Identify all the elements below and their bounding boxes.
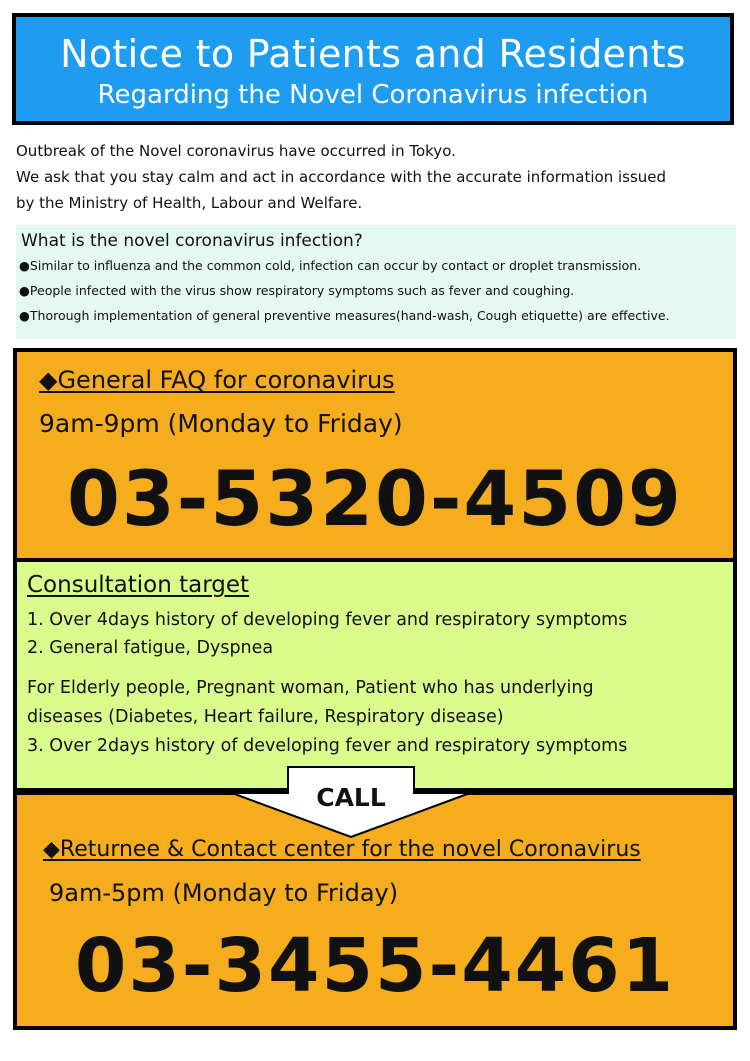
target-line: 1. Over 4days history of developing fever and respiratory symptoms <box>27 610 628 630</box>
target-line: 2. General fatigue, Dyspnea <box>27 638 274 658</box>
center-phone-number: 03-3455-4461 <box>74 923 676 1009</box>
intro-line: We ask that you stay calm and act in accordance with the accurate information issued <box>16 168 667 186</box>
general-faq-box <box>13 348 737 562</box>
intro-line: Outbreak of the Novel coronavirus have occurred in Tokyo. <box>16 142 456 160</box>
notice-title: Notice to Patients and Residents <box>60 32 686 76</box>
target-line: For Elderly people, Pregnant woman, Patient who has underlying <box>27 678 594 698</box>
info-question: What is the novel coronavirus infection? <box>21 231 363 251</box>
center-hours: 9am-5pm (Monday to Friday) <box>49 879 399 907</box>
notice-header <box>12 13 734 125</box>
target-heading: Consultation target <box>27 572 250 598</box>
intro-text <box>16 138 736 216</box>
call-label: CALL <box>316 783 386 812</box>
info-panel <box>16 225 736 339</box>
faq-hours: 9am-9pm (Monday to Friday) <box>39 409 403 438</box>
target-line: 3. Over 2days history of developing fever and respiratory symptoms <box>27 736 628 756</box>
intro-line: by the Ministry of Health, Labour and Welfare. <box>16 194 363 212</box>
consultation-target-box <box>13 562 737 792</box>
center-heading: ◆Returnee & Contact center for the novel Coronavirus <box>43 837 641 862</box>
notice-subtitle: Regarding the Novel Coronavirus infection <box>97 80 649 110</box>
info-bullet: ●Similar to influenza and the common cold, infection can occur by contact or droplet transmission. <box>19 258 642 273</box>
faq-phone-number: 03-5320-4509 <box>67 454 683 543</box>
info-bullet: ●Thorough implementation of general preventive measures(hand-wash, Cough etiquette) are effective. <box>19 308 670 323</box>
info-bullet: ●People infected with the virus show respiratory symptoms such as fever and coughing. <box>19 283 575 298</box>
faq-heading: ◆General FAQ for coronavirus <box>39 366 395 394</box>
target-line: diseases (Diabetes, Heart failure, Respiratory disease) <box>27 707 504 727</box>
